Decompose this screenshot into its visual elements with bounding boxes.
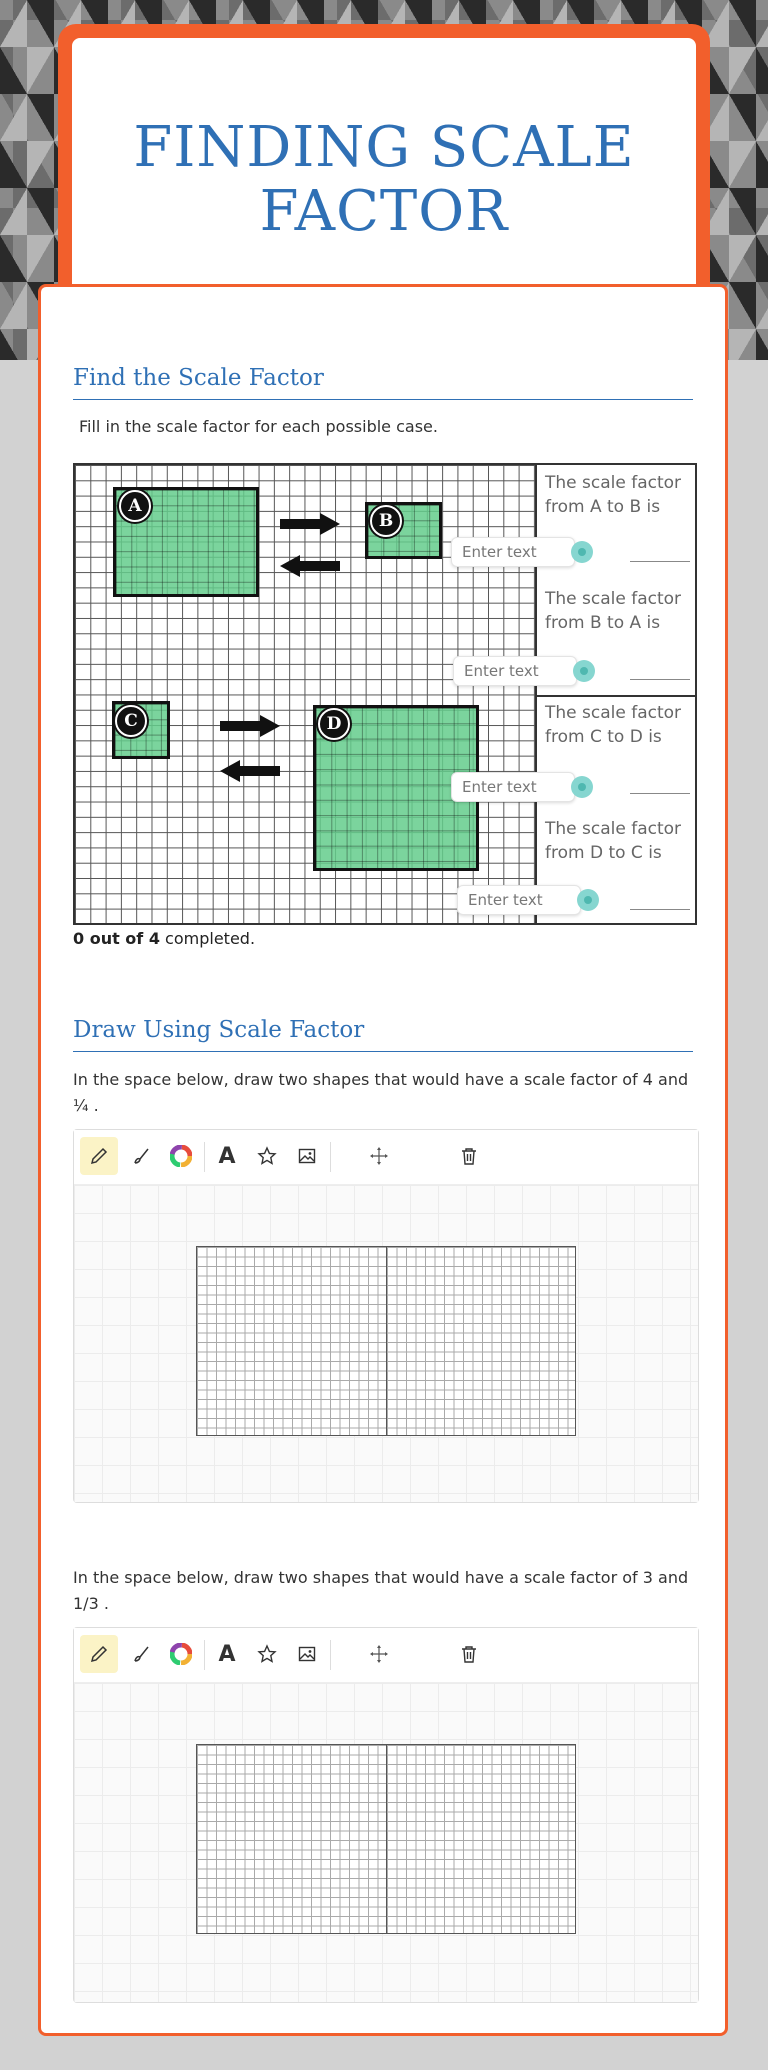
answer-field-b-to-a [453,656,595,686]
question-column [535,465,695,925]
question-b-to-a: The scale factor from B to A is [545,589,682,633]
answer-field-a-to-b [451,537,593,567]
shape-a-label: A [119,490,151,522]
answer-field-c-to-d [451,772,593,802]
scale-factor-figure [73,463,697,925]
toolbar-separator [330,1640,331,1670]
draw-prompt-1: In the space below, draw two shapes that would have a scale factor of 4 and ¼ . [73,1070,689,1115]
drawing-tool-2 [73,1627,699,2003]
image-icon[interactable] [288,1137,326,1175]
answer-input-d-to-c[interactable] [457,885,581,915]
answer-line [630,679,690,680]
trash-icon[interactable] [450,1635,488,1673]
right-arrow-icon [220,715,282,737]
drawing-tool-1 [73,1129,699,1503]
left-arrow-icon [220,760,282,782]
progress-suffix: completed. [159,929,256,948]
move-icon[interactable] [360,1137,398,1175]
pencil-icon[interactable] [80,1137,118,1175]
check-icon [571,541,593,563]
progress-text [73,929,255,948]
answer-input-a-to-b[interactable] [451,537,575,567]
check-icon [577,889,599,911]
answer-line [630,909,690,910]
shape-c-label: C [115,705,147,737]
question-a-to-b: The scale factor from A to B is [545,473,682,517]
toolbar-separator [204,1640,205,1670]
color-wheel-icon[interactable] [162,1635,200,1673]
text-icon[interactable]: A [218,1143,236,1169]
right-arrow-icon [280,513,342,535]
question-d-to-c: The scale factor from D to C is [545,819,682,863]
shape-d-label: D [318,708,350,740]
canvas-grid-image [196,1744,576,1934]
question-c-to-d: The scale factor from C to D is [545,703,682,747]
drawing-canvas[interactable] [74,1683,698,2002]
answer-field-d-to-c [457,885,599,915]
section-heading-scale-factor: Find the Scale Factor [73,365,693,400]
draw-prompt-2: In the space below, draw two shapes that would have a scale factor of 3 and 1/3 . [73,1568,689,1613]
header-card [58,24,710,324]
drawing-toolbar [74,1628,698,1683]
pencil-icon[interactable] [80,1635,118,1673]
section-instructions: Fill in the scale factor for each possible case. [79,417,438,436]
drawing-toolbar [74,1130,698,1185]
toolbar-separator [330,1142,331,1172]
toolbar-separator [204,1142,205,1172]
progress-count: 0 out of 4 [73,929,160,948]
answer-line [630,561,690,562]
drawing-canvas[interactable] [74,1185,698,1502]
answer-input-c-to-d[interactable] [451,772,575,802]
brush-icon[interactable] [122,1635,160,1673]
section-heading-draw: Draw Using Scale Factor [73,1017,693,1052]
star-icon[interactable] [248,1137,286,1175]
color-wheel-icon[interactable] [162,1137,200,1175]
left-arrow-icon [280,555,342,577]
move-icon[interactable] [360,1635,398,1673]
star-icon[interactable] [248,1635,286,1673]
answer-line [630,793,690,794]
brush-icon[interactable] [122,1137,160,1175]
trash-icon[interactable] [450,1137,488,1175]
check-icon [573,660,595,682]
check-icon [571,776,593,798]
image-icon[interactable] [288,1635,326,1673]
shape-b-label: B [370,505,402,537]
text-icon[interactable]: A [218,1641,236,1667]
header-inner [70,36,698,324]
page-title: FINDING SCALE FACTOR [133,115,635,244]
grid-graph [75,465,537,925]
canvas-grid-image [196,1246,576,1436]
main-card [38,284,728,2036]
answer-input-b-to-a[interactable] [453,656,577,686]
